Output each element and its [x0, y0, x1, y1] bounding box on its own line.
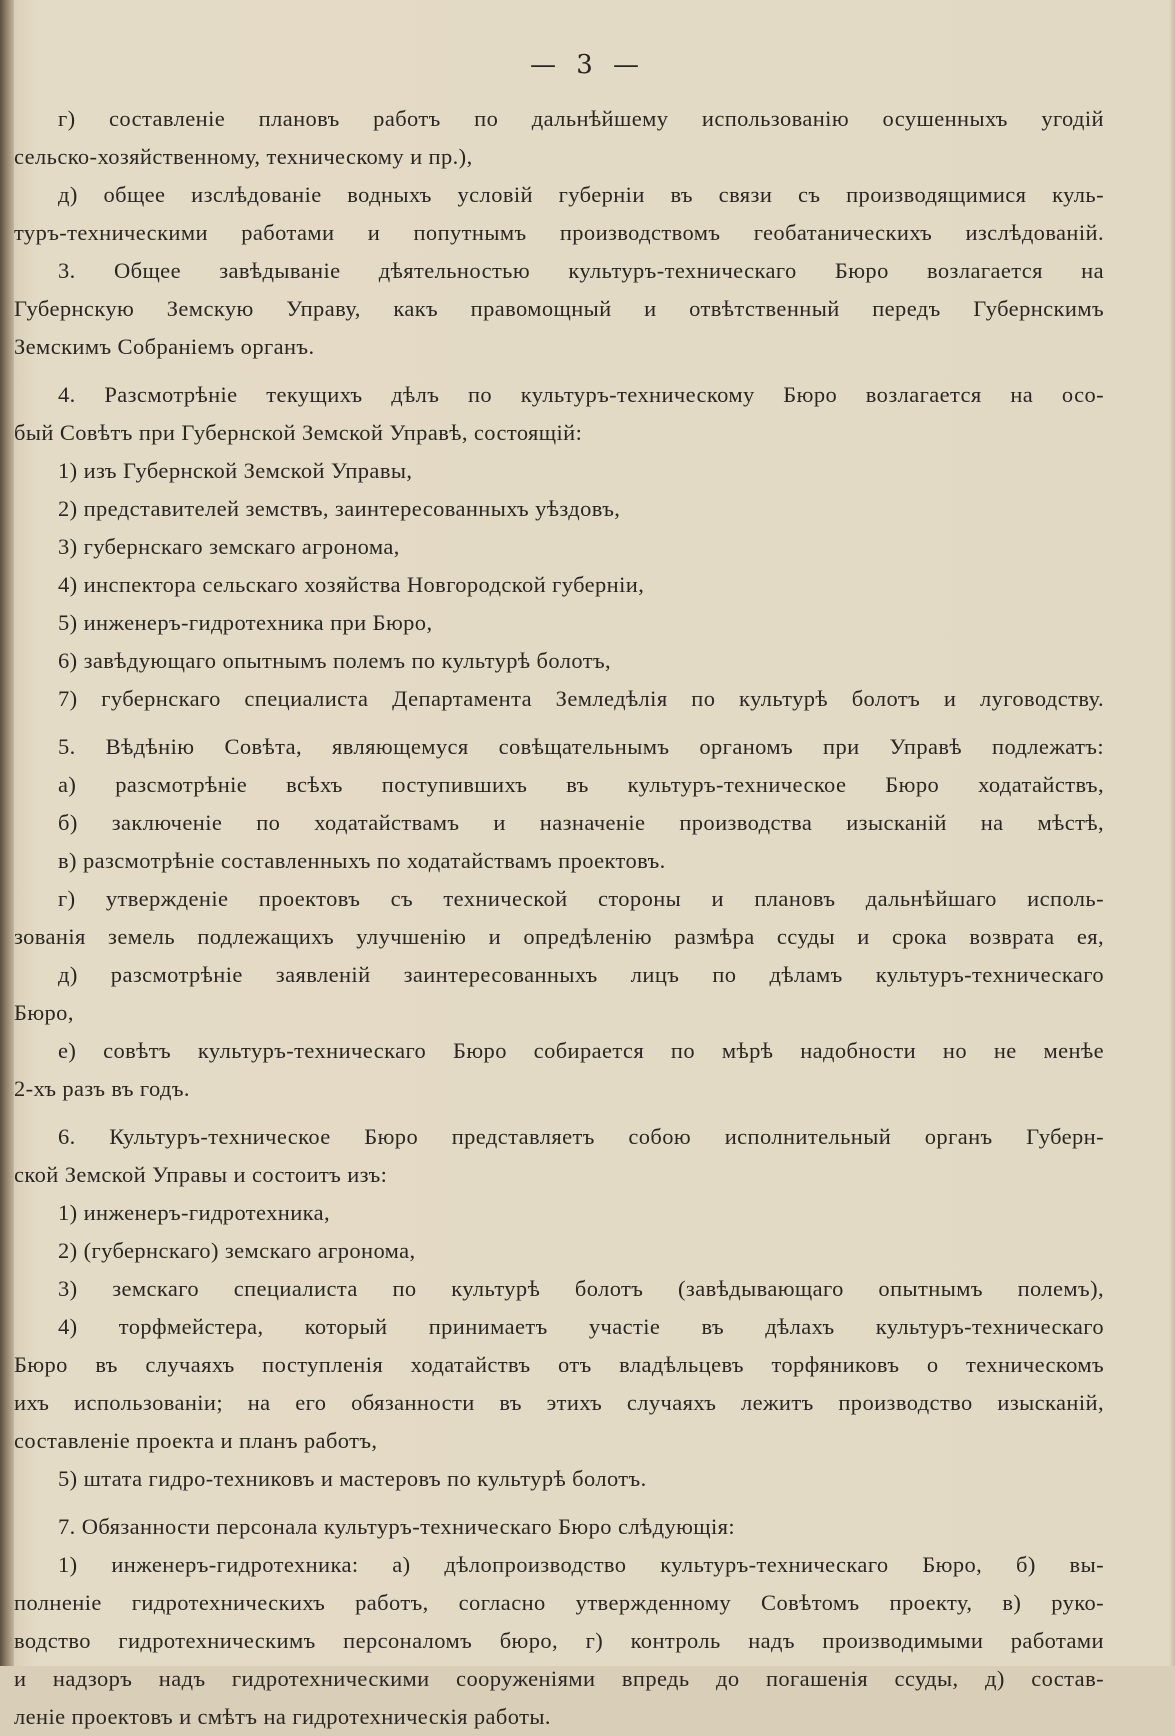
text-line: 5) штата гидро-техниковъ и мастеровъ по культурѣ болотъ.	[58, 1466, 647, 1491]
text-line: ихъ использованіи; на его обязанности въ этихъ случаяхъ лежитъ производство изысканій,	[14, 1390, 1104, 1415]
text-line: 1) инженеръ-гидротехника: а) дѣлопроизводство культуръ-техническаго Бюро, б) вы-	[58, 1552, 1104, 1577]
text-line: 2-хъ разъ въ годъ.	[14, 1076, 190, 1101]
text-line: 4) инспектора сельскаго хозяйства Новгородской губерніи,	[58, 572, 645, 597]
text-line: б) заключеніе по ходатайствамъ и назначеніе производства изысканій на мѣстѣ,	[58, 810, 1104, 835]
text-line: г) утвержденіе проектовъ съ технической стороны и плановъ дальнѣйшаго исполь-	[58, 886, 1104, 911]
text-line: в) разсмотрѣніе составленныхъ по ходатайствамъ проектовъ.	[58, 848, 666, 873]
text-line: 5. Вѣдѣнію Совѣта, являющемуся совѣщательнымъ органомъ при Управѣ подлежатъ:	[58, 734, 1104, 759]
text-line: 2) представителей земствъ, заинтересованныхъ уѣздовъ,	[58, 496, 621, 521]
text-line: водство гидротехническимъ персоналомъ бюро, г) контроль надъ производимыми работами	[14, 1628, 1104, 1653]
text-line: 1) инженеръ-гидротехника,	[58, 1200, 331, 1225]
text-line: 6. Культуръ-техническое Бюро представляетъ собою исполнительный органъ Губерн-	[58, 1124, 1104, 1149]
text-line: 3. Общее завѣдываніе дѣятельностью культуръ-техническаго Бюро возлагается на	[58, 258, 1104, 283]
text-line: г) составленіе плановъ работъ по дальнѣйшему использованію осушенныхъ угодій	[58, 106, 1104, 131]
text-line: 3) земскаго специалиста по культурѣ болотъ (завѣдывающаго опытнымъ полемъ),	[58, 1276, 1104, 1301]
text-line: составленіе проекта и планъ работъ,	[14, 1428, 378, 1453]
text-line: Бюро,	[14, 1000, 74, 1025]
text-line: леніе проектовъ и смѣтъ на гидротехническія работы.	[14, 1704, 551, 1729]
page-number: — 3 —	[529, 50, 646, 80]
text-line: зованія земель подлежащихъ улучшенію и опредѣленію размѣра ссуды и срока возврата ея,	[14, 924, 1104, 949]
text-line: и надзоръ надъ гидротехническими сооруженіями впредь до погашенія ссуды, д) состав-	[14, 1666, 1104, 1691]
text-line: Бюро въ случаяхъ поступленія ходатайствъ отъ владѣльцевъ торфяниковъ о техническомъ	[14, 1352, 1104, 1377]
text-line: полненіе гидротехническихъ работъ, согласно утвержденному Совѣтомъ проекту, в) руко-	[14, 1590, 1104, 1615]
book-spine-shadow	[0, 0, 14, 1666]
text-line: а) разсмотрѣніе всѣхъ поступившихъ въ культуръ-техническое Бюро ходатайствъ,	[58, 772, 1104, 797]
text-line: Губернскую Земскую Управу, какъ правомощный и отвѣтственный передъ Губернскимъ	[14, 296, 1104, 321]
text-line: сельско-хозяйственному, техническому и пр.),	[14, 144, 473, 169]
text-line: 6) завѣдующаго опытнымъ полемъ по культурѣ болотъ,	[58, 648, 612, 673]
text-line: 7. Обязанности персонала культуръ-техническаго Бюро слѣдующія:	[58, 1514, 736, 1539]
text-line: ской Земской Управы и состоитъ изъ:	[14, 1162, 388, 1187]
text-line: е) совѣтъ культуръ-техническаго Бюро собирается по мѣрѣ надобности но не менѣе	[58, 1038, 1104, 1063]
text-line: Земскимъ Собраніемъ органъ.	[14, 334, 315, 359]
text-line: 2) (губернскаго) земскаго агронома,	[58, 1238, 416, 1263]
text-line: 4) торфмейстера, который принимаетъ участіе въ дѣлахъ культуръ-техническаго	[58, 1314, 1104, 1339]
document-body	[14, 100, 1104, 1736]
text-line: 1) изъ Губернской Земской Управы,	[58, 458, 413, 483]
text-line: 4. Разсмотрѣніе текущихъ дѣлъ по культуръ-техническому Бюро возлагается на осо-	[58, 382, 1104, 407]
text-line: д) общее изслѣдованіе водныхъ условій губерніи въ связи съ производящимися куль-	[58, 182, 1104, 207]
text-line: 7) губернскаго специалиста Департамента Земледѣлія по культурѣ болотъ и луговодству.	[58, 686, 1104, 711]
page-edge-shadow	[1169, 0, 1175, 1666]
text-line: д) разсмотрѣніе заявленій заинтересованныхъ лицъ по дѣламъ культуръ-техническаго	[58, 962, 1104, 987]
text-line: 5) инженеръ-гидротехника при Бюро,	[58, 610, 433, 635]
text-line: бый Совѣтъ при Губернской Земской Управѣ, состоящій:	[14, 420, 583, 445]
text-line: туръ-техническими работами и попутнымъ производствомъ геобатаническихъ изслѣдованій.	[14, 220, 1104, 245]
text-line: 3) губернскаго земскаго агронома,	[58, 534, 400, 559]
